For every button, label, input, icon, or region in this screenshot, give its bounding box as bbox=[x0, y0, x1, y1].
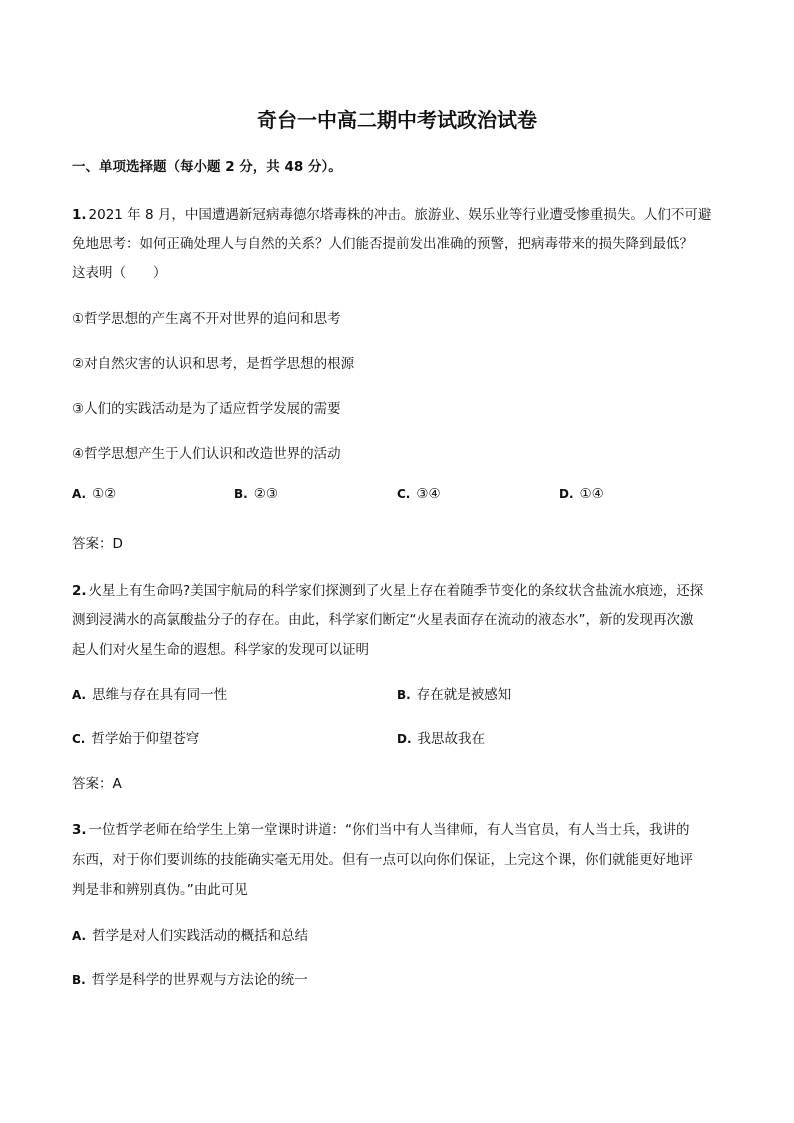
q1-line-2: 免地思考：如何正确处理人与自然的关系？人们能否提前发出准确的预警，把病毒带来的损失降到最低？ bbox=[72, 236, 693, 252]
q1-statement-4: ④哲学思想产生于人们认识和改造世界的活动 bbox=[72, 446, 341, 462]
q2-answer: 答案：A bbox=[72, 776, 122, 792]
q1-number: 1. bbox=[72, 207, 87, 223]
section-heading: 一、单项选择题（每小题 2 分，共 48 分）。 bbox=[72, 159, 342, 175]
q1-option-c: C. ③④ bbox=[397, 486, 441, 502]
q2-option-b: B. 存在就是被感知 bbox=[397, 687, 512, 703]
page-title: 奇台一中高二期中考试政治试卷 bbox=[257, 108, 537, 132]
q1-line-3: 这表明（ ） bbox=[72, 265, 167, 281]
q1-option-a: A. ①② bbox=[72, 486, 117, 502]
q2-number: 2. bbox=[72, 583, 87, 599]
q1-option-b: B. ②③ bbox=[234, 486, 278, 502]
q3-line-2: 东西，对于你们要训练的技能确实毫无用处。但有一点可以向你们保证，上完这个课，你们就能更好地评 bbox=[72, 852, 693, 868]
q2-line-2: 测到浸满水的高氯酸盐分子的存在。由此，科学家们断定“火星表面存在流动的液态水”，新的发现再次激 bbox=[72, 612, 694, 628]
q2-option-c: C. 哲学始于仰望苍穹 bbox=[72, 731, 200, 747]
q3-line-1: 3. 一位哲学老师在给学生上第一堂课时讲道：“你们当中有人当律师，有人当官员，有人当士兵，我讲的 bbox=[72, 822, 690, 838]
q3-line-3: 判是非和辨别真伪。”由此可见 bbox=[72, 882, 248, 898]
q1-option-d: D. ①④ bbox=[559, 486, 604, 502]
q1-answer: 答案：D bbox=[72, 536, 123, 552]
q2-line-3: 起人们对火星生命的遐想。科学家的发现可以证明 bbox=[72, 642, 369, 658]
q3-number: 3. bbox=[72, 822, 87, 838]
q1-statement-2: ②对自然灾害的认识和思考，是哲学思想的根源 bbox=[72, 356, 355, 372]
q2-option-a: A. 思维与存在具有同一性 bbox=[72, 687, 228, 703]
q2-line-1: 2. 火星上有生命吗?美国宇航局的科学家们探测到了火星上存在着随季节变化的条纹状含盐流水痕迹，还探 bbox=[72, 583, 704, 599]
q1-statement-1: ①哲学思想的产生离不开对世界的追问和思考 bbox=[72, 311, 341, 327]
q1-line-1: 1. 2021 年 8 月，中国遭遇新冠病毒德尔塔毒株的冲击。旅游业、娱乐业等行业遭受惨重损失。人们不可避 bbox=[72, 207, 712, 223]
q3-option-a: A. 哲学是对人们实践活动的概括和总结 bbox=[72, 928, 309, 944]
q2-option-d: D. 我思故我在 bbox=[397, 731, 486, 747]
q3-option-b: B. 哲学是科学的世界观与方法论的统一 bbox=[72, 972, 308, 988]
q1-statement-3: ③人们的实践活动是为了适应哲学发展的需要 bbox=[72, 401, 341, 417]
